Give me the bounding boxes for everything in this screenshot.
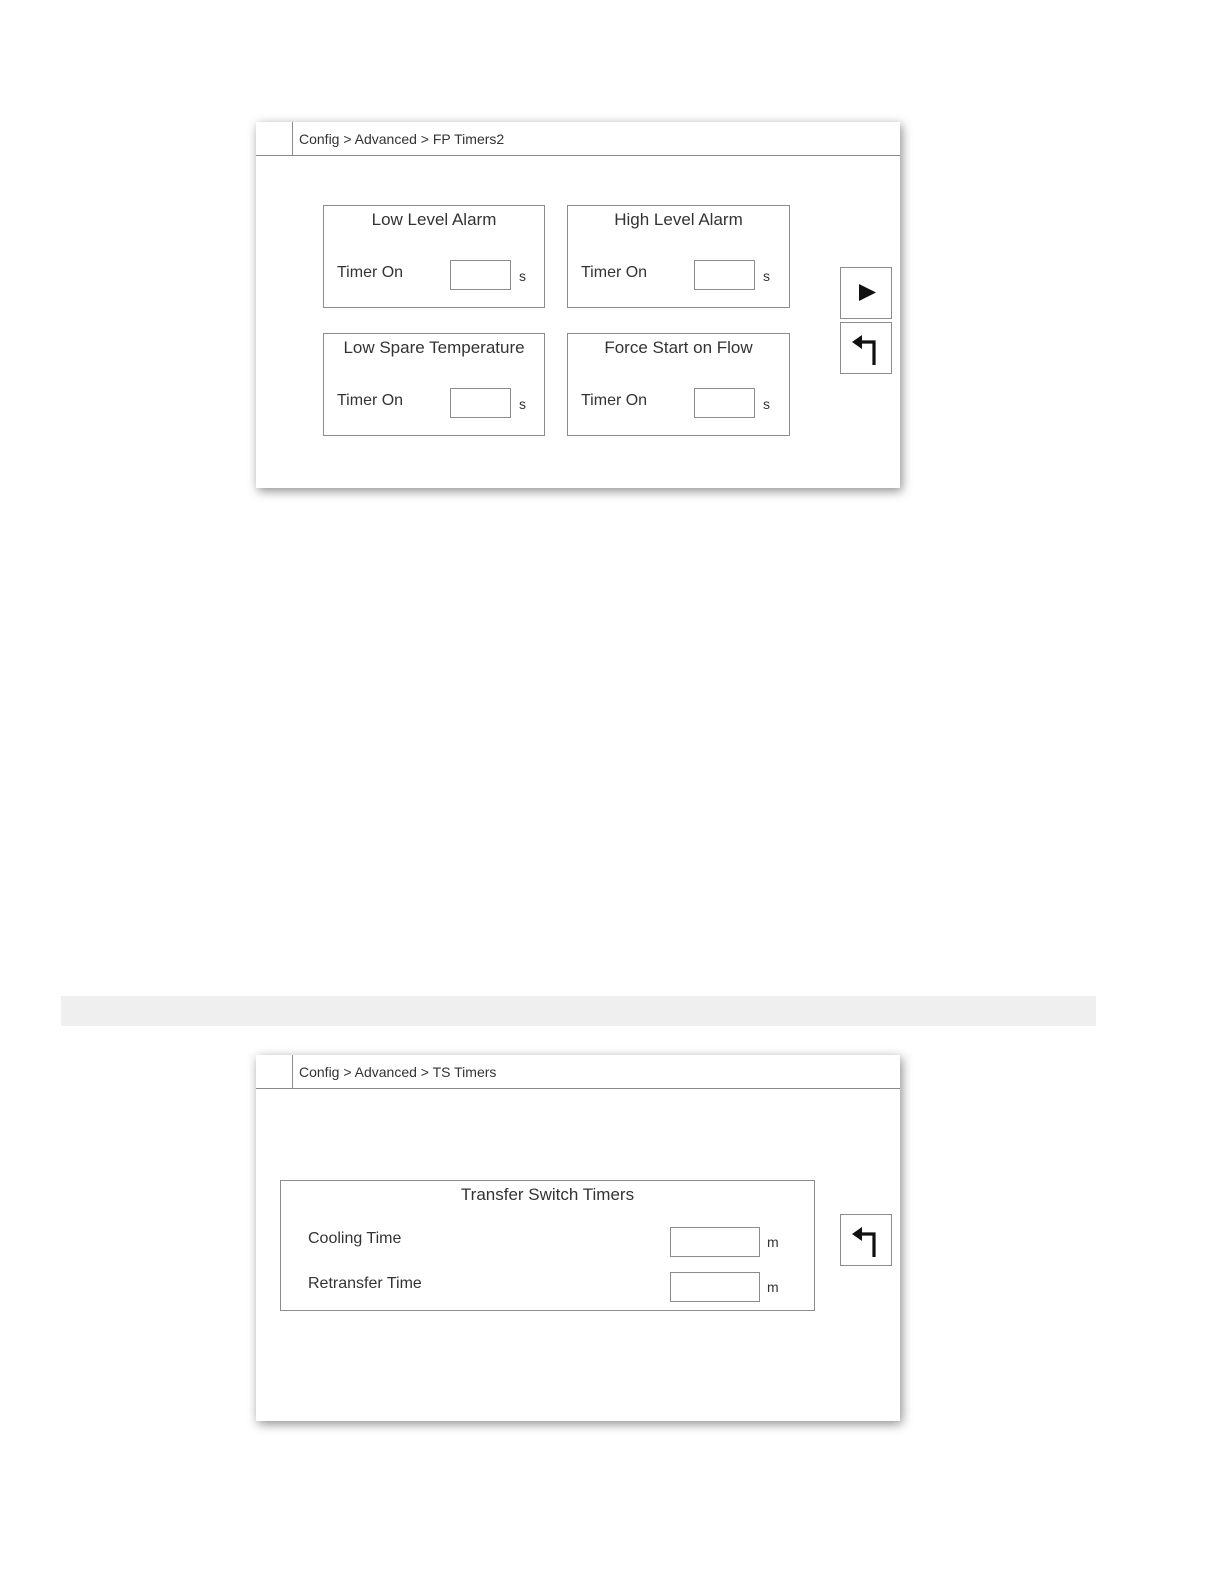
breadcrumb: Config > Advanced > TS Timers: [299, 1064, 497, 1080]
group-title: Transfer Switch Timers: [460, 1185, 635, 1204]
play-right-icon: [841, 268, 891, 318]
group-force-start-on-flow: [567, 333, 790, 436]
title-bar: [256, 1055, 900, 1089]
timer-on-label: Timer On: [581, 392, 648, 409]
back-button[interactable]: [840, 322, 892, 374]
group-title: Force Start on Flow: [604, 338, 753, 357]
unit-label: s: [519, 396, 526, 412]
unit-label: s: [519, 268, 526, 284]
unit-label: s: [763, 268, 770, 284]
group-low-level-alarm: [323, 205, 545, 308]
return-arrow-icon: [841, 323, 891, 373]
fp-timers2-screen: [256, 122, 900, 488]
timer-on-label: Timer On: [337, 392, 404, 409]
return-arrow-icon: [841, 1215, 891, 1265]
title-corner: [256, 1055, 293, 1088]
high-level-alarm-timer-input[interactable]: [694, 260, 755, 290]
group-title: Low Level Alarm: [371, 210, 497, 229]
title-corner: [256, 122, 293, 155]
next-page-button[interactable]: [840, 267, 892, 319]
force-start-on-flow-timer-input[interactable]: [694, 388, 755, 418]
unit-label: m: [767, 1279, 779, 1295]
group-title: High Level Alarm: [614, 210, 743, 229]
low-level-alarm-timer-input[interactable]: [450, 260, 511, 290]
cooling-time-label: Cooling Time: [308, 1230, 402, 1247]
ts-timers-screen: [256, 1055, 900, 1421]
unit-label: m: [767, 1234, 779, 1250]
low-spare-temperature-timer-input[interactable]: [450, 388, 511, 418]
retransfer-time-input[interactable]: [670, 1272, 760, 1302]
title-bar: [256, 122, 900, 156]
group-transfer-switch-timers: [280, 1180, 815, 1311]
cooling-time-input[interactable]: [670, 1227, 760, 1257]
group-title: Low Spare Temperature: [343, 338, 525, 357]
back-button[interactable]: [840, 1214, 892, 1266]
timer-on-label: Timer On: [581, 264, 648, 281]
breadcrumb: Config > Advanced > FP Timers2: [299, 131, 505, 147]
unit-label: s: [763, 396, 770, 412]
page-separator-band: [61, 996, 1096, 1026]
timer-on-label: Timer On: [337, 264, 404, 281]
retransfer-time-label: Retransfer Time: [308, 1275, 422, 1292]
group-low-spare-temperature: [323, 333, 545, 436]
group-high-level-alarm: [567, 205, 790, 308]
